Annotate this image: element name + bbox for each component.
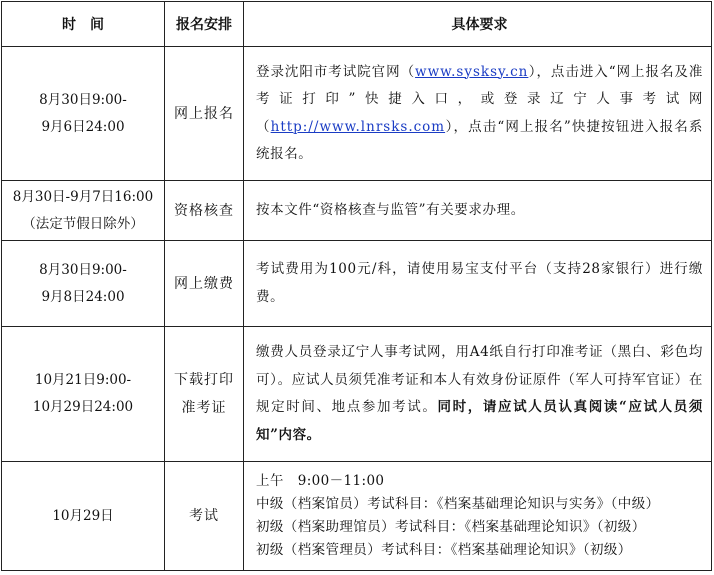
requirement-text: 考试费用为100元/科，请使用易宝支付平台（支持28家银行）进行缴费。 [256, 261, 703, 305]
table-row [2, 327, 712, 462]
requirement-cell [244, 327, 712, 462]
table-row [2, 462, 712, 571]
arrangement-cell [165, 327, 244, 462]
arrangement-cell [165, 47, 244, 181]
requirement-text: 登录沈阳市考试院官网（ [256, 63, 416, 80]
requirement-text: ），点击“网上报名”快捷按钮进入报名系统报名。 [256, 118, 703, 162]
time-line: 9月8日24:00 [41, 288, 125, 305]
time-line: 9月6日24:00 [41, 118, 125, 135]
time-cell [2, 181, 165, 241]
time-cell [2, 462, 165, 571]
time-line: 8月30日9:00- [39, 261, 127, 278]
arrangement-label: 下载打印 [174, 372, 234, 388]
lnrsks-link[interactable]: http://www.lnrsks.com [270, 118, 446, 135]
exam-subject-line: 初级（档案管理员）考试科目：《档案基础理论知识》（初级） [256, 542, 632, 558]
exam-subject-line: 中级（档案馆员）考试科目：《档案基础理论知识与实务》（中级） [256, 496, 660, 512]
requirement-cell [244, 47, 712, 181]
time-cell [2, 47, 165, 181]
schedule-table [1, 1, 712, 571]
table-header-row [2, 2, 712, 47]
arrangement-label: 准考证 [181, 400, 227, 416]
arrangement-label: 资格核查 [174, 202, 234, 219]
arrangement-label: 考试 [189, 508, 219, 524]
time-cell [2, 327, 165, 462]
time-line: 8月30日-9月7日16:00 [12, 188, 154, 205]
requirement-cell [244, 181, 712, 241]
table-row [2, 181, 712, 241]
arrangement-cell [165, 181, 244, 241]
table-row [2, 241, 712, 327]
time-line: 10月29日24:00 [32, 399, 134, 415]
arrangement-label: 网上缴费 [174, 275, 234, 292]
table-row [2, 47, 712, 181]
time-cell [2, 241, 165, 327]
requirement-cell [244, 462, 712, 571]
time-line: （法定节假日除外） [22, 215, 144, 232]
header-arrangement: 报名安排 [165, 2, 244, 47]
arrangement-cell [165, 462, 244, 571]
requirement-text: ），点击进入“网上报名及准考证打印”快捷入口，或登录辽宁人事考试网（ [256, 63, 703, 135]
exam-subject-line: 初级（档案助理馆员）考试科目：《档案基础理论知识》（初级） [256, 519, 646, 535]
time-line: 10月29日 [52, 507, 114, 524]
sysksy-link[interactable]: www.sysksy.cn [415, 63, 529, 80]
time-line: 8月30日9:00- [39, 91, 127, 108]
time-line: 10月21日9:00- [34, 372, 132, 388]
requirement-bold-text: 同时，请应试人员认真阅读“应试人员须知”内容。 [256, 399, 703, 443]
exam-time-line: 上午 9:00－11:00 [256, 473, 385, 489]
arrangement-cell [165, 241, 244, 327]
requirement-text: 缴费人员登录辽宁人事考试网，用A4纸自行打印准考证（黑白、彩色均可）。应试人员须凭准考证和本人有效身份证原件（军人可持军官证）在规定时间、地点参加考试。 [256, 344, 703, 415]
header-requirements: 具体要求 [244, 2, 712, 47]
requirement-cell [244, 241, 712, 327]
arrangement-label: 网上报名 [174, 105, 234, 122]
requirement-text: 按本文件“资格核查与监管”有关要求办理。 [256, 201, 525, 218]
header-time: 时 间 [2, 2, 165, 47]
